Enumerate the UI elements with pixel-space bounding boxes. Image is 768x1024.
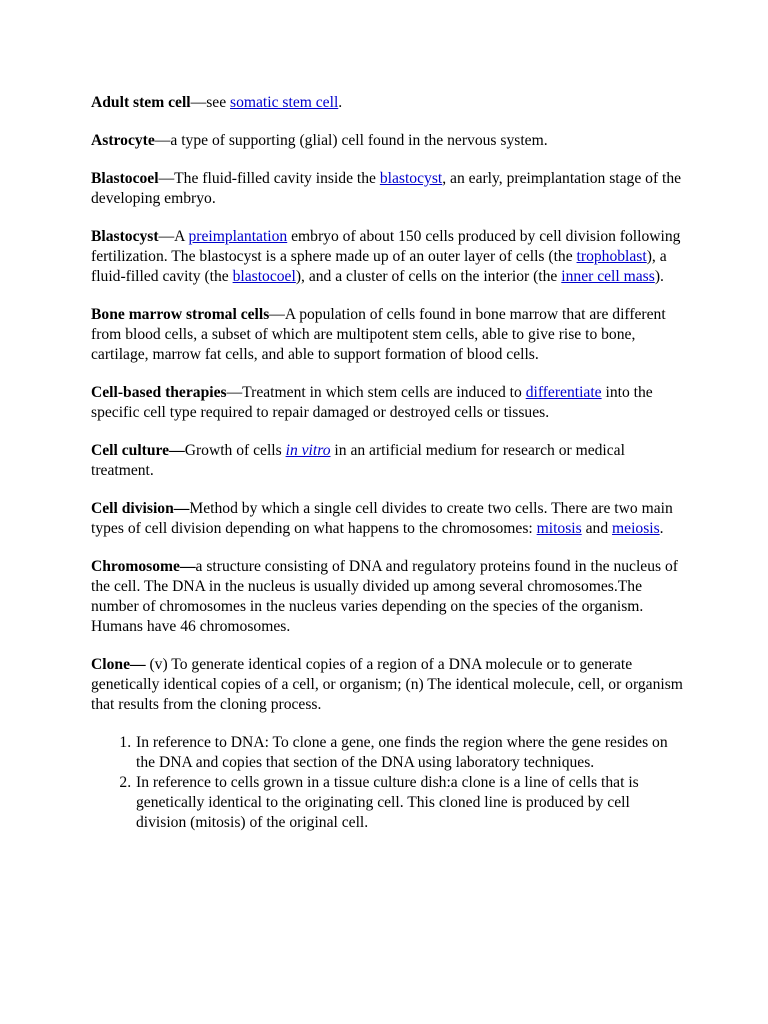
entry-adult-stem-cell: Adult stem cell—see somatic stem cell. — [91, 94, 343, 111]
entry-clone: Clone— (v) To generate identical copies of a region of a DNA molecule or to generate genetically identical copies of a cell, or organism; (n) The identical molecule, cell, or organism that results from the cloning process. — [91, 656, 683, 713]
entry-blastocoel: Blastocoel—The fluid-filled cavity inside the blastocyst, an early, preimplantation stage of the developing embryo. — [91, 170, 682, 207]
entry-astrocyte: Astrocyte—a type of supporting (glial) cell found in the nervous system. — [91, 132, 548, 149]
term-astrocyte: Astrocyte — [91, 132, 155, 149]
entry-bone-marrow-stromal-cells: Bone marrow stromal cells—A population of cells found in bone marrow that are different from blood cells, a subset of which are multipotent stem cells, able to give rise to bone, cartilage, marrow fat cells, and able to support formation of blood cells. — [91, 306, 666, 363]
link-preimplantation[interactable]: preimplantation — [188, 228, 288, 245]
link-blastocyst[interactable]: blastocyst — [379, 170, 443, 187]
link-trophoblast[interactable]: trophoblast — [576, 248, 647, 265]
link-somatic-stem-cell[interactable]: somatic stem cell — [230, 94, 339, 111]
link-blastocoel[interactable]: blastocoel — [232, 268, 296, 285]
term-cell-culture: Cell culture— — [91, 442, 185, 459]
term-bone-marrow-stromal-cells: Bone marrow stromal cells — [91, 306, 270, 323]
term-cell-based-therapies: Cell-based therapies — [91, 384, 227, 401]
glossary-page — [91, 93, 683, 833]
link-inner-cell-mass[interactable]: inner cell mass — [561, 268, 655, 285]
link-differentiate[interactable]: differentiate — [525, 384, 602, 401]
entry-blastocyst: Blastocyst—A preimplantation embryo of about 150 cells produced by cell division following fertilization. The blastocyst is a sphere made up of an outer layer of cells (the trophoblast), a fluid-filled cavity (the blastocoel), and a cluster of cells on the interior (the inner cell mass). — [91, 228, 681, 285]
entry-cell-division: Cell division—Method by which a single cell divides to create two cells. There are two main types of cell division depending on what happens to the chromosomes: mitosis and meiosis. — [91, 500, 673, 537]
term-cell-division: Cell division— — [91, 500, 190, 517]
entry-cell-culture: Cell culture—Growth of cells in vitro in an artificial medium for research or medical treatment. — [91, 442, 625, 479]
term-adult-stem-cell: Adult stem cell — [91, 94, 191, 111]
link-meiosis[interactable]: meiosis — [612, 520, 660, 537]
link-mitosis[interactable]: mitosis — [536, 520, 582, 537]
term-blastocoel: Blastocoel — [91, 170, 159, 187]
link-in-vitro[interactable]: in vitro — [285, 442, 331, 459]
term-clone: Clone— — [91, 656, 146, 673]
list-item: 1. In reference to DNA: To clone a gene, one finds the region where the gene resides on the DNA and copies that section of the DNA using laboratory techniques. — [135, 733, 683, 773]
clone-list — [91, 733, 683, 833]
entry-chromosome: Chromosome—a structure consisting of DNA and regulatory proteins found in the nucleus of the cell. The DNA in the nucleus is usually divided up among several chromosomes.The number of chromosomes in the nucleus varies depending on the species of the organism. Humans have 46 chromosomes. — [91, 558, 678, 635]
entry-cell-based-therapies: Cell-based therapies—Treatment in which stem cells are induced to differentiate into the specific cell type required to repair damaged or destroyed cells or tissues. — [91, 384, 653, 421]
term-chromosome: Chromosome— — [91, 558, 196, 575]
term-blastocyst: Blastocyst — [91, 228, 159, 245]
list-item: 2. In reference to cells grown in a tissue culture dish:a clone is a line of cells that is genetically identical to the originating cell. This cloned line is produced by cell division (mitosis) of the original cell. — [135, 773, 683, 833]
